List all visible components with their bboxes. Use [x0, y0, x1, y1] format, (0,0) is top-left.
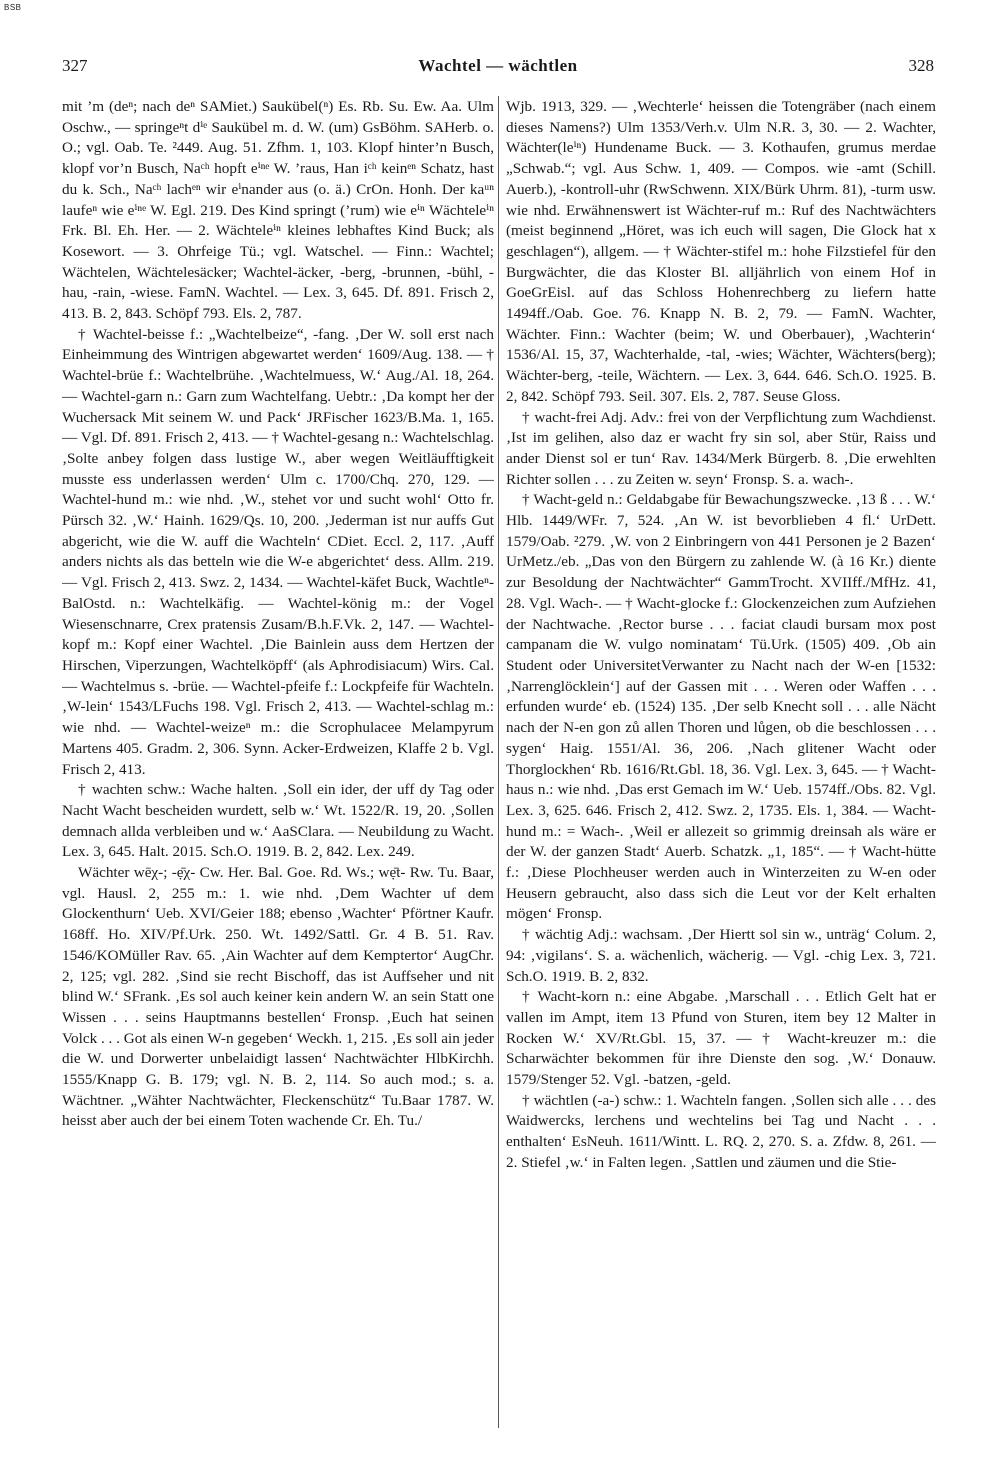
page-number-left: 327: [62, 56, 88, 75]
entry-paragraph: † Wacht-korn n.: eine Abgabe. ‚Marschall . . . Etlich Gelt hat er vallen im Ampt, item 13 Pfund von Sturen, item bey 12 Malter in Rocken W.‘ XV/Rt.Gbl. 15, 37. — † Wacht-kreuzer m.: die Scharwächter bekommen für ihre Dienste den sog. ‚W.‘ Donauw. 1579/Stenger 52. Vgl. -batzen, -geld.: [506, 988, 936, 1089]
entry-paragraph: † Wacht-geld n.: Geldabgabe für Bewachungszwecke. ‚13 ß . . . W.‘ Hlb. 1449/WFr. 7, 524. ‚An W. ist bevorblieben 4 fl.‘ UrDett. 1579/Oab. ²279. ‚W. von 2 Einbringern von 441 Personen je 2 Bazen‘ UrMetz./eb. „Das von den Bürgern zu zahlende W. (à 16 Kr.) diente zur Besoldung der Nachtwächter“ GammTrocht. XVIIff./MfHz. 41, 28. Vgl. Wach-. — † Wacht-glocke f.: Glockenzeichen zum Aufziehen der Nachtwache. ‚Rector burse . . . faciat claudi bursam mox post campanam die W. vulgo nominatam‘ Tü.Urk. (1505) 409. ‚Ob ain Student oder UniversitetVerwanter zu Nacht nach der W-en [1532: ‚Narrenglöcklein‘] auf der Gassen mit . . . Weren oder Waffen . . . erfunden wurde‘ eb. (1524) 135. ‚Der selb Knecht soll . . . alle Nächt nach der N-en gon zů allen Thoren und lůgen, ob die beschlossen . . . sygen‘ Haig. 1551/Al. 36, 206. ‚Nach glitener Wacht oder Thorglockhen‘ Rb. 1616/Rt.Gbl. 18, 36. Vgl. Lex. 3, 645. — † Wacht-haus n.: wie nhd. ‚Das erst Gemach im W.‘ Ueb. 1574ff./Obs. 82. Vgl. Lex. 3, 625. 646. Frisch 2, 412. Swz. 2, 1735. Els. 1, 384. — Wacht-hund m.: = Wach-. ‚Weil er allezeit so grimmig dreinsah als wäre er der W. der ganzen Stadt‘ Auerb. Schatzk. „1, 185“. — † Wacht-hütte f.: ‚Diese Plochheuser werden auch in Winterzeiten zu W-en oder Heusern gebraucht, also dass sich die Leut vor der Kelt erhalten mögen‘ Fronsp.: [506, 491, 936, 923]
library-stamp: BSB: [4, 3, 22, 12]
entry-paragraph: † wachten schw.: Wache halten. ‚Soll ein ider, der uff dy Tag oder Nacht Wacht bescheiden wurdett, selb w.‘ Wt. 1522/R. 19, 20. ‚Sollen demnach allda verbleiben und w.‘ AaSClara. — Neubildung zu Wacht. Lex. 3, 645. Halt. 2015. Sch.O. 1919. B. 2, 842. Lex. 249.: [62, 781, 494, 861]
entry-paragraph: † wächtlen (-a-) schw.: 1. Wachteln fangen. ‚Sollen sich alle . . . des Waidwercks, lerchens und wechtelins bei Tag und Nacht . . . enthalten‘ EsNeuh. 1611/Wintt. L. RQ. 2, 270. S. a. Zfdw. 8, 261. — 2. Stiefel ‚w.‘ in Falten legen. ‚Sattlen und zäumen und die Stie-: [506, 1091, 936, 1171]
left-column: [62, 97, 494, 1431]
right-column: [506, 97, 936, 1431]
page-number-right: 328: [908, 56, 934, 75]
entry-paragraph: Wjb. 1913, 329. — ‚Wechterle‘ heissen die Totengräber (nach einem dieses Namens?) Ulm 1353/Verh.v. Ulm N.R. 3, 30. — 2. Wachter, Wächter(leⁱⁿ) Hundename Buck. — 3. Kothaufen, grumus merdae „Schwab.“; vgl. Aus Schw. 1, 409. — Compos. wie -amt (Schill. Auerb.), -kontroll-uhr (RwSchwenn. XIX/Bürk Uhrm. 81), -turm usw. wie nhd. Erwähnenswert ist Wächter-ruf m.: Ruf des Nachtwächters (meist beginnend „Höret, was ich euch will sagen, Die Glock hat x geschlagen“), allgem. — † Wächter-stifel m.: hohe Filzstiefel für den Burgwächter, die das Kloster Bl. alljährlich von einem Hof in GoeGrEisl. auf das Schloss Hohenrechberg zu liefern hatte 1494ff./Oab. Goe. 76. Knapp N. B. 2, 79. — FamN. Wachter, Wächter. Finn.: Wachter (beim; W. und Oberbauer), ‚Wachterin‘ 1536/Al. 15, 37, Wachterhalde, -tal, -wies; Wächter, Wächters(berg); Wächter-berg, -teile, Wächtern. — Lex. 3, 644. 646. Sch.O. 1925. B. 2, 842. Schöpf 793. Seil. 307. Els. 2, 787. Seuse Gloss.: [506, 98, 936, 405]
page-header: [62, 56, 934, 82]
column-divider: [498, 96, 499, 1428]
running-headword: Wachtel — wächtlen: [418, 56, 578, 75]
entry-paragraph: † Wachtel-beisse f.: „Wachtelbeize“, -fang. ‚Der W. soll erst nach Einheimmung des Wintrigen abgewartet werden‘ 1609/Aug. 138. — † Wachtel-brüe f.: Wachtelbrühe. ‚Wachtelmuess, W.‘ Aug./Al. 18, 264. — Wachtel-garn n.: Garn zum Wachtelfang. Uebtr.: ‚Da kompt her der Wuchersack Mit seinem W. und Pack‘ JRFischer 1623/B.Ma. 1, 165. — Vgl. Df. 891. Frisch 2, 413. — † Wachtel-gesang n.: Wachtelschlag. ‚Solte anbey folgen dass lustige W., aber wegen Weitläufftigkeit musste ess underlassen werden‘ Ulm c. 1700/Chq. 270, 129. — Wachtel-hund m.: wie nhd. ‚W., stehet vor und sucht wohl‘ Otto fr. Pürsch 32. ‚W.‘ Hainh. 1629/Qs. 10, 200. ‚Jederman ist nur auffs Gut abgericht, wie die W. auff die Wachteln‘ CDiet. Eccl. 2, 117. ‚Auff anders nichts als das betteln wie die W-e abgerichtet‘ dess. Allm. 219. — Vgl. Frisch 2, 413. Swz. 2, 1434. — Wachtel-käfet Buck, Wachtleⁿ- BalOstd. n.: Wachtelkäfig. — Wachtel-könig m.: der Vogel Wiesenschnarre, Crex pratensis Zusam/B.h.F.Vk. 2, 147. — Wachtel-kopf m.: Kopf einer Wachtel. ‚Die Bainlein auss dem Hertzen der Hirschen, Viperzungen, Wachtelköpff‘ (als Aphrodisiacum) Wirs. Cal. — Wachtelmus s. -brüe. — Wachtel-pfeife f.: Lockpfeife für Wachteln. ‚W-lein‘ 1543/LFuchs 198. Vgl. Frisch 2, 413. — Wachtel-schlag m.: wie nhd. — Wachtel-weizeⁿ m.: die Scrophulacee Melampyrum Martens 405. Gradm. 2, 306. Synn. Acker-Erdweizen, Klaffe 2 b. Vgl. Frisch 2, 413.: [62, 325, 494, 778]
entry-paragraph: † wacht-frei Adj. Adv.: frei von der Verpflichtung zum Wachdienst. ‚Ist im gelihen, also daz er wacht fry sin sol, aber Stür, Raiss und ander Dienst sol er tun‘ Rav. 1434/Merk Bürgerb. 8. ‚Die erwehlten Richter sollen . . . zu Zeiten w. seyn‘ Fronsp. S. a. wach-.: [506, 408, 936, 488]
entry-paragraph: † wächtig Adj.: wachsam. ‚Der Hiertt sol sin w., unträg‘ Colum. 2, 94: ‚vigilans‘. S. a. wächenlich, wächerig. — Vgl. -chig Lex. 3, 721. Sch.O. 1919. B. 2, 832.: [506, 926, 936, 985]
entry-paragraph: Wächter wēχ-; -ẹ̄χ- Cw. Her. Bal. Goe. Rd. Ws.; wẹ̄t- Rw. Tu. Baar, vgl. Hausl. 2, 255 m.: 1. wie nhd. ‚Dem Wachter uf dem Glockenthurn‘ Ueb. XVI/Geier 188; ebenso ‚Wachter‘ Pförtner Kaufr. 168ff. Ho. XIV/Pf.Urk. 250. Wt. 1492/Sattl. Gr. 4 B. 51. Rav. 1546/KOMüller Rav. 65. ‚Ain Wachter auf dem Kemptertor‘ AugChr. 2, 125; vgl. 282. ‚Sind sie recht Bischoff, das ist Auffseher und nit blind W.‘ SFrank. ‚Es sol auch keiner kein andern W. an sein Statt one Wissen . . . seins Hauptmanns bestellen‘ Fronsp. ‚Euch hat seinen Volck . . . Got als einen W-n gegeben‘ Weckh. 1, 215. ‚Es soll ain jeder die W. und Dorwerter unbelaidigt lassen‘ Nachtwächter HlbKirchh. 1555/Knapp G. B. 179; vgl. N. B. 2, 114. So auch mod.; s. a. Wächtner. „Wähter Nachtwächter, Fleckenschütz“ Tu.Baar 1787. W. heisst aber auch der bei einem Toten wachende Cr. Eh. Tu./: [62, 864, 494, 1130]
entry-paragraph: mit ’m (deⁿ; nach deⁿ SAMiet.) Saukübel(ⁿ) Es. Rb. Su. Ew. Aa. Ulm Oschw., — springeⁿt dⁱᵉ Saukübel m. d. W. (um) GsBöhm. SAHerb. o. O.; vgl. Oab. Te. ²449. Aug. 51. Zfhm. 1, 103. Klopf hinter’n Busch, klopf vor’n Busch, Naᶜʰ hopft eⁱⁿᵉ W. ’raus, Han iᶜʰ keinᵉⁿ Schatz, hast du k. Sch., Naᶜʰ lachᵉⁿ wir eⁱnander aus (o. ä.) CrOn. Honh. Der kaᵘⁿ laufeⁿ wie eⁱⁿᵉ W. Egl. 219. Des Kind springt (’rum) wie eⁱⁿ Wächteleⁱⁿ Frk. Bl. Eh. Her. — 2. Wächteleⁱⁿ kleines lebhaftes Kind Buck; als Kosewort. — 3. Ohrfeige Tü.; vgl. Watschel. — Finn.: Wachtel; Wächtelen, Wächtelesäcker; Wachtel-äcker, -berg, -brunnen, -bühl, -hau, -rain, -wiese. FamN. Wachtel. — Lex. 3, 645. Df. 891. Frisch 2, 413. B. 2, 843. Schöpf 793. Els. 2, 787.: [62, 98, 494, 323]
